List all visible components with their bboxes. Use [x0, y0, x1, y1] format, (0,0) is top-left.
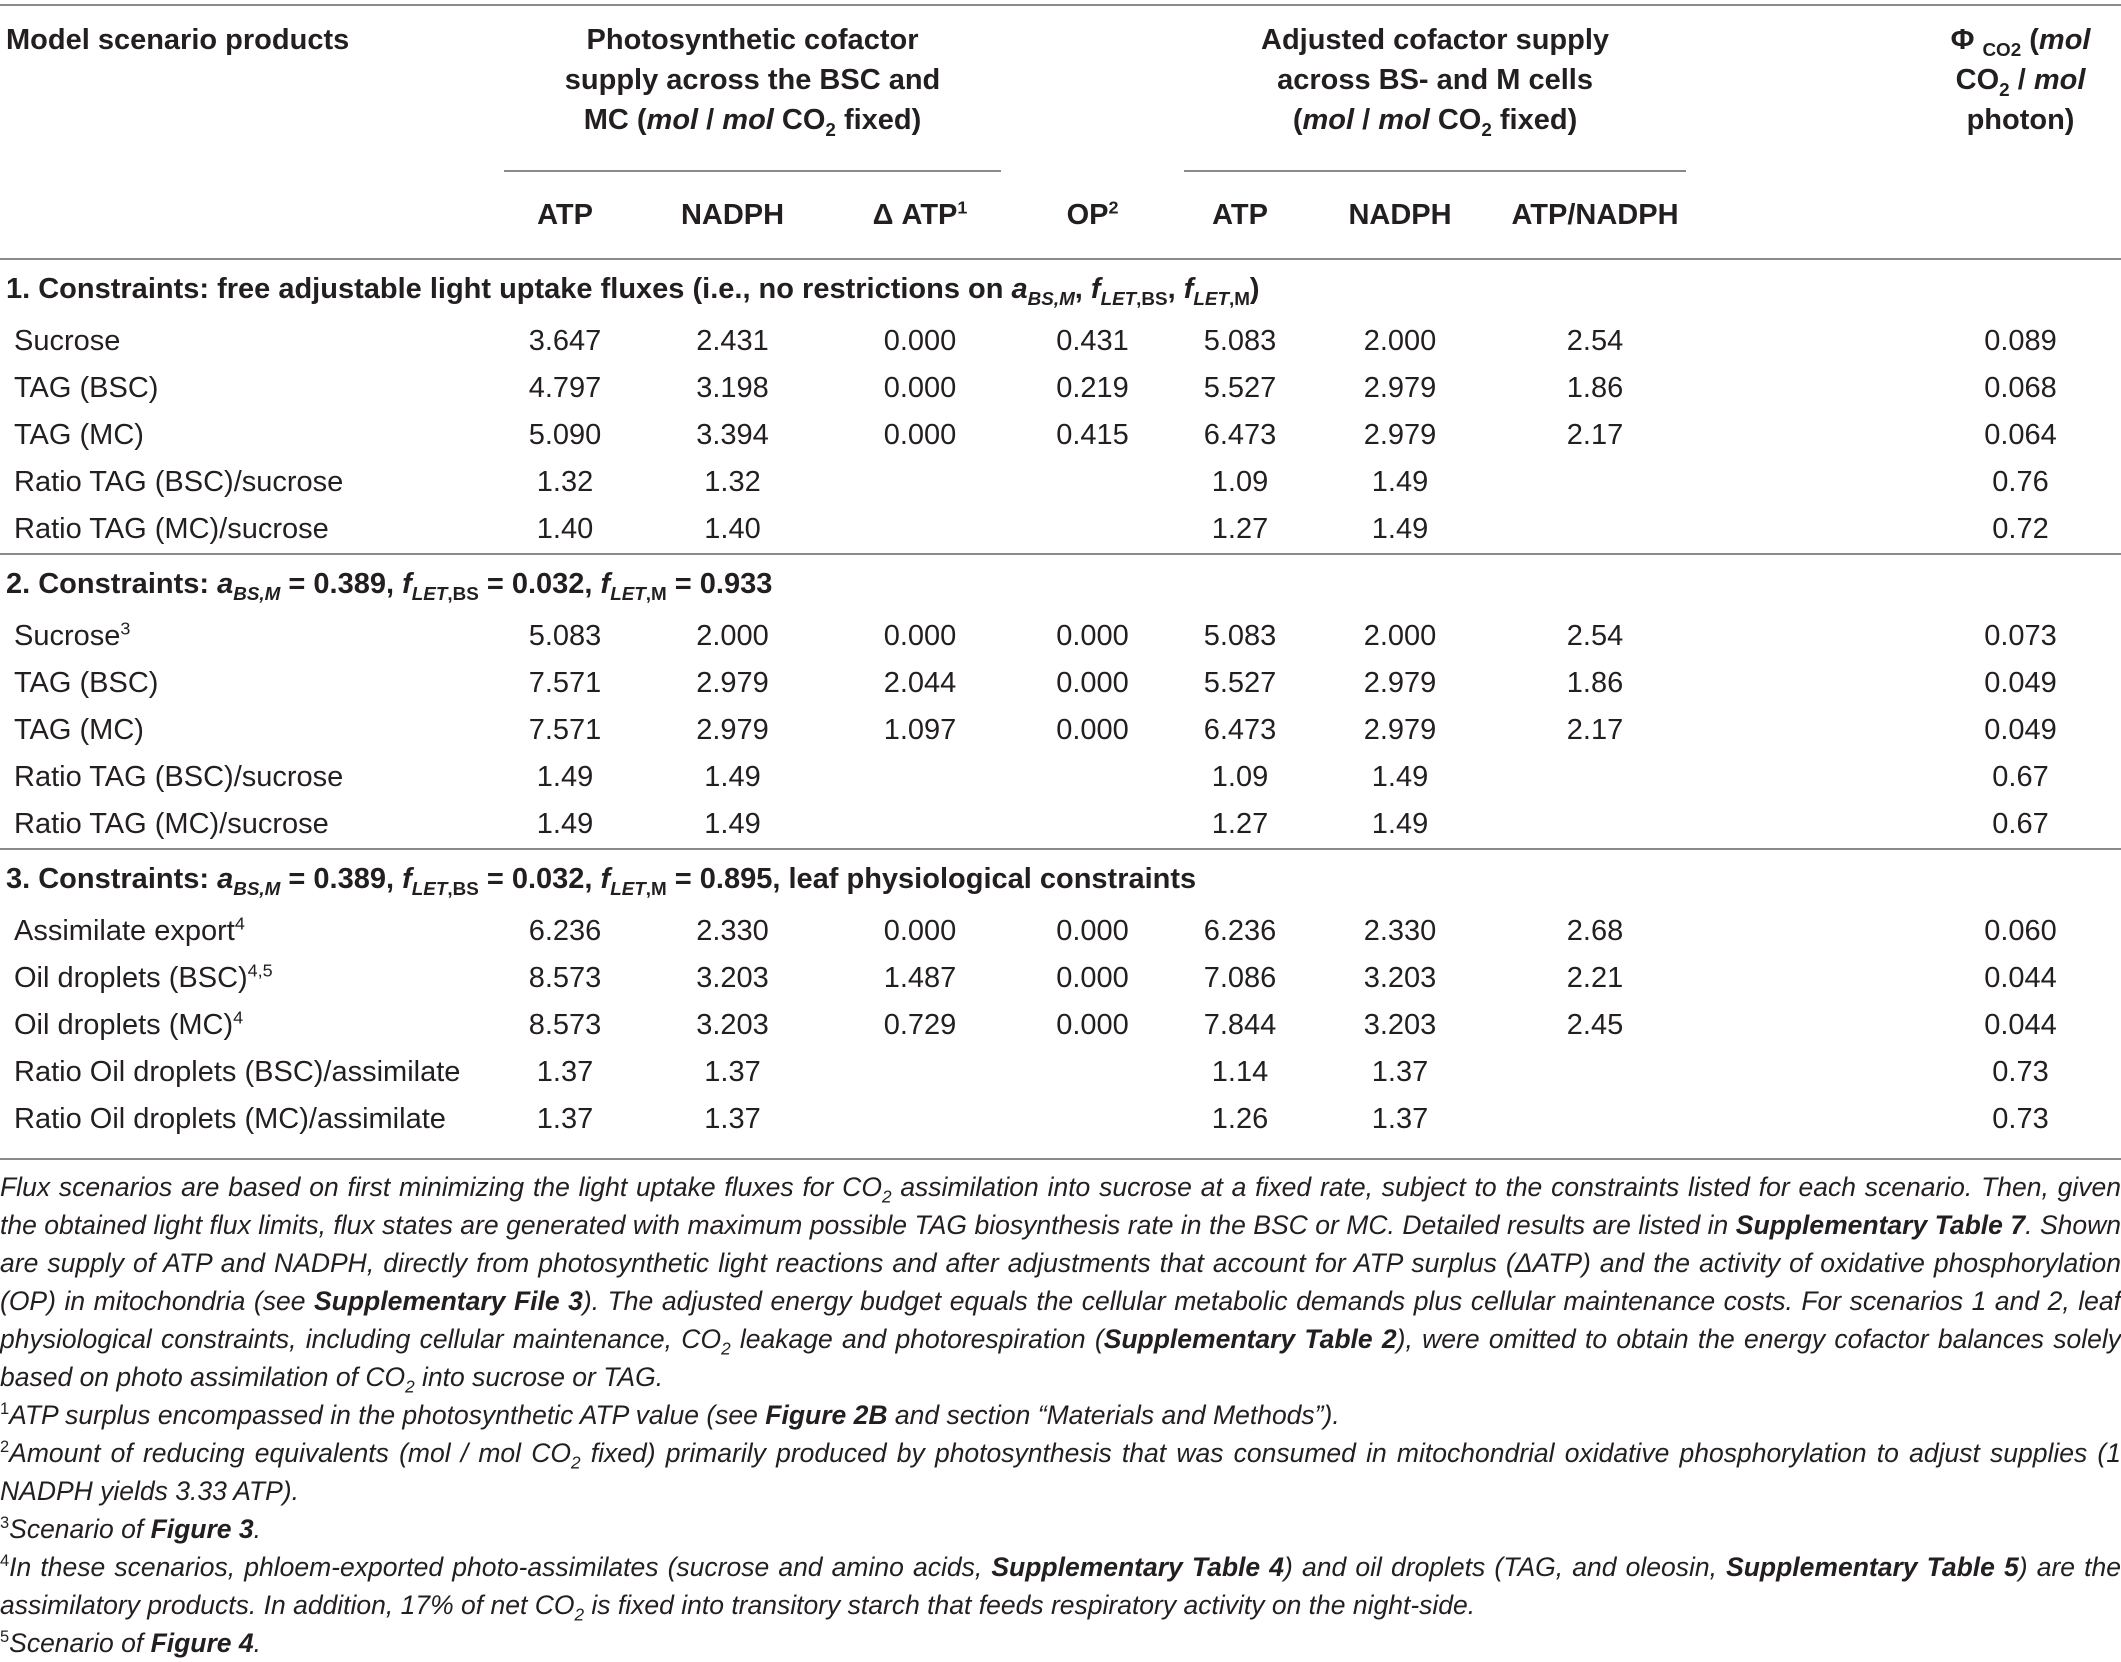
row-label: Sucrose: [14, 325, 121, 357]
cell-phi: 0.76: [1992, 466, 2049, 498]
cell-phi: 0.044: [1984, 962, 2057, 994]
cell-phi: 0.72: [1992, 513, 2049, 545]
sub-op: $OP^2$: [1066, 196, 1119, 231]
cell-atp: 7.571: [528, 667, 602, 699]
table-row: [0, 318, 2121, 365]
cell-datp: 0.000: [883, 372, 957, 404]
cell-nadph2: 1.49: [1371, 513, 1429, 545]
cell-nadph2: 3.203: [1363, 1009, 1437, 1041]
group2-line3: (mol / mol $CO_2$ fixed): [1292, 104, 1578, 140]
table-row: [0, 613, 2121, 660]
cell-datp: 2.044: [883, 667, 957, 699]
cell-op: 0.000: [1056, 620, 1129, 652]
cell-nadph2: 3.203: [1363, 962, 1437, 994]
cell-datp: [835, 1096, 1005, 1143]
cell-atp: 1.49: [536, 761, 594, 793]
cell-atp2: 1.27: [1211, 808, 1269, 840]
group1-line2: supply across the BSC and: [564, 64, 941, 96]
cell-op: [1005, 1049, 1180, 1096]
cell-nadph2: 2.979: [1363, 372, 1437, 404]
cell-atp: 1.37: [536, 1056, 594, 1088]
group2-line1: Adjusted cofactor supply: [1261, 24, 1610, 56]
cell-datp: [835, 801, 1005, 849]
table-row: [0, 955, 2121, 1002]
cell-atp2: 1.09: [1211, 466, 1269, 498]
sub-atp-adjusted: ATP: [1212, 198, 1268, 231]
table-row: [0, 1096, 2121, 1143]
cell-atp: 5.083: [528, 620, 602, 652]
cell-atp2: 7.844: [1203, 1009, 1277, 1041]
cell-atp: 1.32: [536, 466, 594, 498]
cell-nadph2: 1.49: [1371, 466, 1429, 498]
cell-datp: 1.097: [883, 714, 957, 746]
cell-atp2: 1.09: [1211, 761, 1269, 793]
cell-phi: 0.060: [1984, 915, 2057, 947]
sub-atp-nadph-ratio: ATP/NADPH: [1511, 198, 1679, 231]
cell-atp2: 7.086: [1203, 962, 1277, 994]
cell-nadph: 3.198: [696, 372, 769, 404]
cell-atp2: 5.527: [1203, 372, 1277, 404]
row-label: Ratio TAG (MC)/sucrose: [14, 513, 329, 545]
cell-nadph: 2.979: [696, 667, 769, 699]
cell-op: [1005, 459, 1180, 506]
sub-delta-atp: Δ ATP$^1$: [872, 196, 968, 231]
cell-nadph: 2.330: [696, 915, 769, 947]
cell-nadph: 1.49: [704, 761, 761, 793]
cell-ratio: [1500, 506, 1690, 554]
cell-nadph2: 2.330: [1363, 915, 1437, 947]
phi-line3: photon): [1966, 104, 2075, 136]
cell-ratio: [1500, 459, 1690, 506]
table-row: [0, 365, 2121, 412]
cell-phi: 0.044: [1984, 1009, 2057, 1041]
row-label: Ratio Oil droplets (MC)/assimilate: [14, 1103, 446, 1135]
group2-line2: across BS- and M cells: [1277, 64, 1593, 96]
cell-op: 0.000: [1056, 962, 1129, 994]
cell-datp: [835, 754, 1005, 801]
cell-ratio: [1500, 801, 1690, 849]
section-1-title: 1. Constraints: free adjustable light uptake fluxes (i.e., no restrictions on $a_{BS,M}$, $f_{LET,BS}$, $f_{LET,M}$): [0, 259, 2121, 318]
cell-ratio: 2.17: [1566, 714, 1624, 746]
cell-atp2: 1.26: [1211, 1103, 1269, 1135]
cell-op: 0.000: [1056, 915, 1129, 947]
cell-phi: 0.089: [1984, 325, 2057, 357]
table-footnotes: [0, 1158, 2121, 1662]
cell-ratio: 2.68: [1566, 915, 1624, 947]
subheader-row: [0, 172, 2121, 259]
cell-nadph2: 2.000: [1363, 325, 1437, 357]
phi-line1: Φ $_{CO2}$ (mol: [1950, 24, 2091, 60]
cell-nadph: 1.37: [704, 1103, 761, 1135]
cell-ratio: 2.17: [1566, 419, 1624, 451]
footnote-1: $^1$ATP surplus encompassed in the photosynthetic ATP value (see Figure 2B and section “Materials and Methods”).: [0, 1400, 1340, 1430]
cell-atp2: 5.527: [1203, 667, 1277, 699]
footnote-main: Flux scenarios are based on first minimizing the light uptake fluxes for $CO_2$ assimilation into sucrose at a fixed rate, subject to the constraints listed for each scenario. Then, given the obtained light flux limits, flux states are generated with maximum possible TAG biosynthesis rate in the BSC or MC. Detailed results are listed in Supplementary Table 7. Shown are supply of ATP and NADPH, directly from photosynthetic light reactions and after adjustments that account for ATP surplus (ΔATP) and the activity of oxidative phosphorylation (OP) in mitochondria (see Supplementary File 3). The adjusted energy budget equals the cellular metabolic demands plus cellular maintenance costs. For scenarios 1 and 2, leaf physiological constraints, including cellular maintenance, $CO_2$ leakage and photorespiration (Supplementary Table 2), were omitted to obtain the energy cofactor balances solely based on photo assimilation of $CO_2$ into sucrose or TAG.: [0, 1172, 2121, 1397]
footnote-2: $^2$Amount of reducing equivalents (mol / mol $CO_2$ fixed) primarily produced by photosynthesis that was consumed in mitochondrial oxidative phosphorylation to adjust supplies (1 NADPH yields 3.33 ATP).: [0, 1438, 2121, 1506]
table-row: [0, 660, 2121, 707]
section-3-title: 3. Constraints: $a_{BS,M} = 0.389$, $f_{LET,BS} = 0.032$, $f_{LET,M} = 0.895$, leaf physiological constraints: [0, 849, 2121, 908]
cell-atp2: 6.236: [1203, 915, 1277, 947]
row-label: TAG (MC): [14, 419, 144, 451]
group1-line1: Photosynthetic cofactor: [586, 24, 919, 56]
cell-nadph2: 2.979: [1363, 419, 1437, 451]
cell-atp: 5.090: [528, 419, 602, 451]
group2-header: [1180, 5, 1690, 170]
cell-atp: 1.37: [536, 1103, 594, 1135]
cell-phi: 0.049: [1984, 667, 2057, 699]
table-row: [0, 506, 2121, 554]
row-label: Ratio TAG (MC)/sucrose: [14, 808, 329, 840]
cell-nadph: 3.203: [696, 962, 769, 994]
cell-phi: 0.67: [1992, 761, 2049, 793]
row-label: TAG (BSC): [14, 667, 159, 699]
cell-ratio: [1500, 1096, 1690, 1143]
cell-ratio: 1.86: [1566, 372, 1624, 404]
cell-ratio: 1.86: [1566, 667, 1624, 699]
cell-op: 0.000: [1056, 714, 1129, 746]
cell-op: [1005, 754, 1180, 801]
col-model-header: Model scenario products: [0, 5, 500, 170]
cell-datp: [835, 506, 1005, 554]
cell-nadph: 1.40: [704, 513, 761, 545]
cell-atp: 6.236: [528, 915, 602, 947]
table-row: [0, 1002, 2121, 1049]
sub-atp: ATP: [537, 198, 593, 231]
cell-atp: 7.571: [528, 714, 602, 746]
cell-op: 0.415: [1056, 419, 1129, 451]
table-row: [0, 459, 2121, 506]
row-label: TAG (MC): [14, 714, 144, 746]
cell-atp: 4.797: [528, 372, 602, 404]
cell-nadph: 1.49: [704, 808, 761, 840]
cell-datp: 1.487: [883, 962, 957, 994]
table-row: [0, 1049, 2121, 1096]
cell-datp: [835, 1049, 1005, 1096]
cell-nadph: 3.203: [696, 1009, 769, 1041]
cell-op: [1005, 1096, 1180, 1143]
cell-nadph2: 1.49: [1371, 761, 1429, 793]
sub-nadph-adjusted: NADPH: [1348, 198, 1452, 231]
cell-nadph2: 1.49: [1371, 808, 1429, 840]
cell-ratio: 2.54: [1566, 620, 1624, 652]
cell-nadph2: 2.979: [1363, 667, 1437, 699]
cell-ratio: 2.21: [1566, 962, 1624, 994]
row-label: TAG (BSC): [14, 372, 159, 404]
table-row: [0, 908, 2121, 955]
cell-nadph: 2.000: [696, 620, 769, 652]
cell-ratio: 2.45: [1566, 1009, 1624, 1041]
cell-atp2: 6.473: [1203, 714, 1277, 746]
cell-atp2: 1.14: [1211, 1056, 1269, 1088]
cell-atp: 8.573: [528, 962, 602, 994]
footnote-4: $^4$In these scenarios, phloem-exported photo-assimilates (sucrose and amino acids, Supplementary Table 4) and oil droplets (TAG, and oleosin, Supplementary Table 5) are the assimilatory products. In addition, 17% of net $CO_2$ is fixed into transitory starch that feeds respiratory activity on the night-side.: [0, 1552, 2121, 1625]
cell-datp: [835, 459, 1005, 506]
cell-atp: 8.573: [528, 1009, 602, 1041]
cell-op: [1005, 506, 1180, 554]
cell-phi: 0.73: [1992, 1103, 2049, 1135]
table-row: [0, 412, 2121, 459]
phi-header: [1920, 5, 2121, 170]
cell-op: 0.219: [1056, 372, 1129, 404]
cell-phi: 0.049: [1984, 714, 2057, 746]
row-label: Ratio TAG (BSC)/sucrose: [14, 761, 344, 793]
cell-nadph2: 2.979: [1363, 714, 1437, 746]
cell-datp: 0.000: [883, 325, 957, 357]
table-row: [0, 707, 2121, 754]
group1-header: [500, 5, 1005, 170]
cell-nadph: 3.394: [696, 419, 769, 451]
cell-op: 0.000: [1056, 667, 1129, 699]
section-2-title: 2. Constraints: $a_{BS,M} = 0.389$, $f_{LET,BS} = 0.032$, $f_{LET,M} = 0.933$: [0, 554, 2121, 613]
cell-atp: 1.40: [536, 513, 594, 545]
cell-nadph: 1.37: [704, 1056, 761, 1088]
cell-atp2: 5.083: [1203, 620, 1277, 652]
cell-phi: 0.73: [1992, 1056, 2049, 1088]
cell-atp2: 6.473: [1203, 419, 1277, 451]
row-label: Ratio Oil droplets (BSC)/assimilate: [14, 1056, 461, 1088]
table-row: [0, 754, 2121, 801]
cell-ratio: [1500, 754, 1690, 801]
cell-datp: 0.000: [883, 419, 957, 451]
row-label: Ratio TAG (BSC)/sucrose: [14, 466, 344, 498]
row-label: Assimilate export$^4$: [14, 913, 245, 947]
table-row: [0, 801, 2121, 849]
cell-datp: 0.000: [883, 620, 957, 652]
cell-phi: 0.068: [1984, 372, 2057, 404]
cell-atp: 1.49: [536, 808, 594, 840]
footnote-5: $^5$Scenario of Figure 4.: [0, 1628, 262, 1658]
cell-atp2: 1.27: [1211, 513, 1269, 545]
cell-datp: 0.000: [883, 915, 957, 947]
sub-nadph: NADPH: [680, 198, 785, 231]
row-label: Sucrose$^3$: [14, 618, 131, 652]
row-label: Oil droplets (MC)$^4$: [14, 1007, 244, 1041]
data-table: [0, 4, 2121, 1143]
cell-phi: 0.064: [1984, 419, 2057, 451]
cell-atp: 3.647: [528, 325, 602, 357]
cell-phi: 0.67: [1992, 808, 2049, 840]
footnote-3: $^3$Scenario of Figure 3.: [0, 1514, 262, 1544]
row-label: Oil droplets (BSC)$^{4,5}$: [14, 960, 273, 994]
header-row: [0, 5, 2121, 170]
cell-nadph: 2.431: [696, 325, 769, 357]
cell-phi: 0.073: [1984, 620, 2057, 652]
cell-ratio: 2.54: [1566, 325, 1624, 357]
phi-line2: $CO_2$ / mol: [1955, 64, 2086, 100]
cell-nadph: 1.32: [704, 466, 761, 498]
cell-ratio: [1500, 1049, 1690, 1096]
cell-atp2: 5.083: [1203, 325, 1277, 357]
cell-op: [1005, 801, 1180, 849]
cell-nadph2: 2.000: [1363, 620, 1437, 652]
cell-op: 0.000: [1056, 1009, 1129, 1041]
cell-op: 0.431: [1056, 325, 1129, 357]
cell-nadph2: 1.37: [1371, 1103, 1429, 1135]
cell-nadph2: 1.37: [1371, 1056, 1429, 1088]
group1-line3: MC (mol / mol $CO_2$ fixed): [583, 104, 922, 140]
cell-nadph: 2.979: [696, 714, 769, 746]
cell-datp: 0.729: [883, 1009, 957, 1041]
